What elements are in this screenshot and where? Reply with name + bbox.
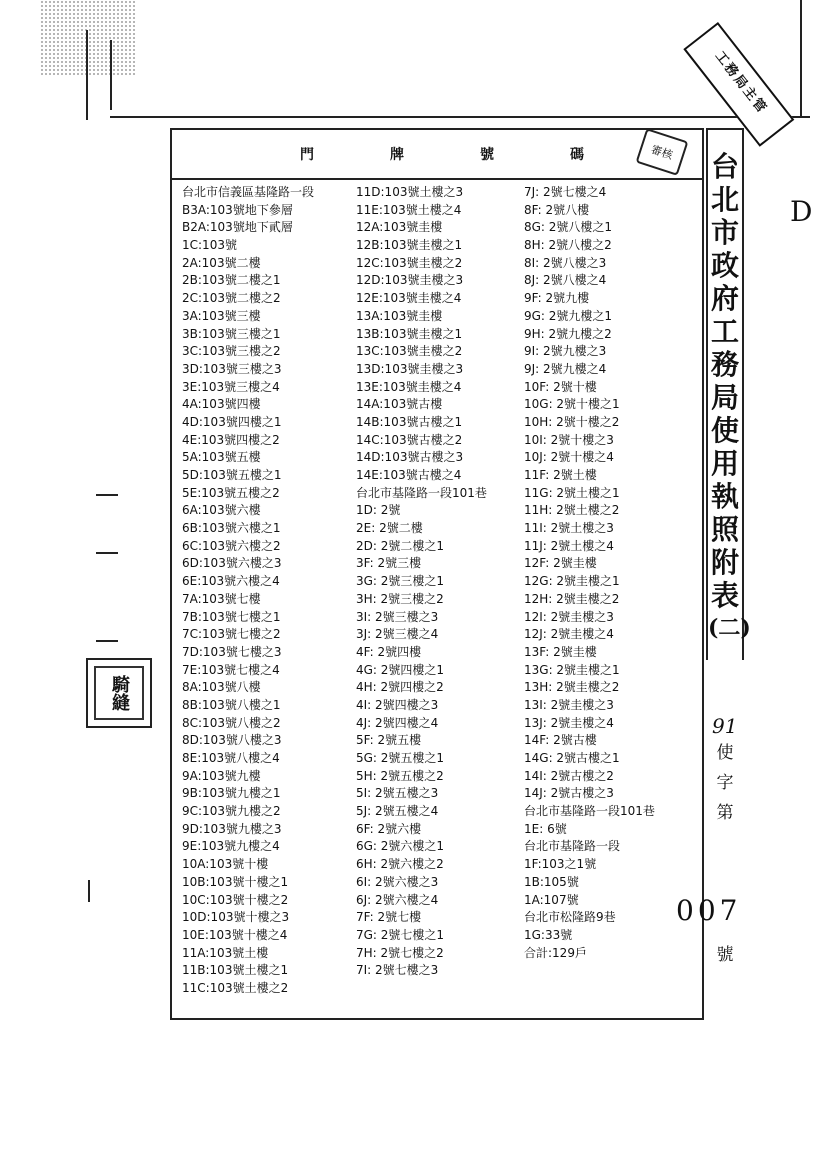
review-seal: 審核 <box>636 128 689 176</box>
address-entry: 10G: 2號十樓之1 <box>524 397 620 412</box>
address-entry: 8G: 2號八樓之1 <box>524 220 613 235</box>
header-char-2: 牌 <box>390 147 404 163</box>
address-entry: 4F: 2號四樓 <box>356 644 422 659</box>
address-entry: 7G: 2號七樓之1 <box>356 927 445 942</box>
address-entry: 12H: 2號圭樓之2 <box>524 591 620 606</box>
address-entry: 14I: 2號古樓之2 <box>524 768 614 783</box>
address-entry: 7C:103號七樓之2 <box>182 627 281 642</box>
address-entry: 14D:103號古樓之3 <box>356 450 464 465</box>
address-entry: 14G: 2號古樓之1 <box>524 751 620 765</box>
address-entry: 11D:103號土樓之3 <box>356 185 464 199</box>
permit-type <box>714 738 736 828</box>
address-entry: 10B:103號十樓之1 <box>182 874 289 889</box>
address-entry: 13E:103號圭樓之4 <box>356 379 462 394</box>
address-entry: 7H: 2號七樓之2 <box>356 945 444 960</box>
address-entry: 8I: 2號八樓之3 <box>524 255 607 270</box>
approval-stamp: 工務局主管 <box>683 22 794 147</box>
address-entry: 1F:103之1號 <box>524 857 597 872</box>
address-entry: 11H: 2號土樓之2 <box>524 503 620 518</box>
address-entry: 4H: 2號四樓之2 <box>356 680 444 695</box>
title-char: 市 <box>710 216 739 249</box>
address-entry: 9I: 2號九樓之3 <box>524 344 607 359</box>
address-entry: 6H: 2號六樓之2 <box>356 857 444 872</box>
address-entry: 5D:103號五樓之1 <box>182 468 282 482</box>
address-entry: 8B:103號八樓之1 <box>182 697 281 712</box>
address-column-1 <box>182 184 314 998</box>
margin-tick-4 <box>88 880 90 902</box>
address-entry: 8H: 2號八樓之2 <box>524 238 612 253</box>
address-entry: 11E:103號土樓之4 <box>356 202 462 217</box>
permit-number: 007 <box>676 894 742 927</box>
seam-seal-text: 騎縫 <box>94 666 144 720</box>
title-char: 務 <box>710 348 739 381</box>
address-entry: 4E:103號四樓之2 <box>182 432 280 447</box>
address-entry: 11F: 2號土樓 <box>524 468 597 482</box>
permit-type-char: 第 <box>716 803 734 823</box>
title-char: 執 <box>710 480 739 513</box>
address-entry: 1A:107號 <box>524 892 579 907</box>
header-char-3: 號 <box>480 147 494 163</box>
address-entry: 9B:103號九樓之1 <box>182 786 281 801</box>
address-entry: 7B:103號七樓之1 <box>182 609 281 624</box>
address-entry: 5I: 2號五樓之3 <box>356 786 439 801</box>
header-char-4: 碼 <box>570 147 584 163</box>
address-entry: 13H: 2號圭樓之2 <box>524 680 620 695</box>
address-entry: 11C:103號土樓之2 <box>182 980 289 995</box>
title-char: 使 <box>710 414 739 447</box>
address-entry: 9F: 2號九樓 <box>524 291 590 306</box>
table-header <box>172 130 702 180</box>
header-char-1: 門 <box>300 147 314 163</box>
title-char: 政 <box>710 249 739 282</box>
address-entry: 3J: 2號三樓之4 <box>356 627 439 642</box>
address-entry: 3D:103號三樓之3 <box>182 361 282 376</box>
address-entry: 1D: 2號 <box>356 503 401 518</box>
address-entry: 10A:103號十樓 <box>182 857 269 872</box>
address-entry: 4A:103號四樓 <box>182 397 261 412</box>
address-entry: 11J: 2號土樓之4 <box>524 538 614 553</box>
document-title <box>708 150 751 645</box>
address-entry: 1G:33號 <box>524 927 573 942</box>
address-entry: 3E:103號三樓之4 <box>182 379 280 394</box>
address-entry: 10C:103號十樓之2 <box>182 892 289 907</box>
address-entry: 9H: 2號九樓之2 <box>524 326 612 341</box>
address-entry: 8D:103號八樓之3 <box>182 733 282 748</box>
address-entry: 10I: 2號十樓之3 <box>524 432 614 447</box>
address-entry: 13I: 2號圭樓之3 <box>524 697 614 712</box>
address-entry: 3B:103號三樓之1 <box>182 326 281 341</box>
address-entry: 6I: 2號六樓之3 <box>356 874 439 889</box>
seam-seal <box>86 658 152 728</box>
address-entry: 2A:103號二樓 <box>182 255 261 270</box>
address-entry: 13D:103號圭樓之3 <box>356 361 464 376</box>
permit-type-char: 字 <box>716 773 734 793</box>
address-entry: 7D:103號七樓之3 <box>182 644 282 659</box>
address-entry: 9A:103號九樓 <box>182 768 261 783</box>
address-entry: 14J: 2號古樓之3 <box>524 786 614 801</box>
address-column-2 <box>356 184 487 980</box>
address-entry: 3I: 2號三樓之3 <box>356 609 439 624</box>
address-entry: 3F: 2號三樓 <box>356 556 422 571</box>
permit-type-char: 使 <box>716 743 734 763</box>
address-column-3 <box>524 184 655 962</box>
address-entry: 3A:103號三樓 <box>182 308 261 323</box>
margin-line-left-2 <box>110 40 112 110</box>
title-char: 用 <box>710 447 739 480</box>
address-entry: 10H: 2號十樓之2 <box>524 414 620 429</box>
title-char: 附 <box>710 546 739 579</box>
address-entry: 1C:103號 <box>182 238 237 253</box>
address-entry: 1E: 6號 <box>524 821 567 836</box>
address-entry: 台北市基隆路一段101巷 <box>356 485 487 500</box>
address-entry: 12G: 2號圭樓之1 <box>524 574 620 589</box>
address-table <box>170 128 704 1020</box>
address-entry: 13G: 2號圭樓之1 <box>524 662 620 677</box>
address-entry: 2C:103號二樓之2 <box>182 291 281 306</box>
address-entry: 3G: 2號三樓之1 <box>356 574 445 589</box>
margin-tick <box>96 494 118 496</box>
address-entry: 台北市信義區基隆路一段 <box>182 185 315 199</box>
address-entry: 12D:103號圭樓之3 <box>356 273 464 288</box>
address-entry: B2A:103號地下貳層 <box>182 220 293 235</box>
address-entry: 4G: 2號四樓之1 <box>356 662 445 677</box>
address-entry: 13A:103號圭樓 <box>356 308 443 323</box>
address-entry: 5J: 2號五樓之4 <box>356 804 439 819</box>
address-entry: 10E:103號十樓之4 <box>182 927 288 942</box>
address-entry: 7F: 2號七樓 <box>356 910 422 925</box>
address-entry: 4D:103號四樓之1 <box>182 414 282 429</box>
address-entry: 台北市基隆路一段 <box>524 839 621 854</box>
address-entry: 7J: 2號七樓之4 <box>524 185 607 199</box>
address-entry: 5G: 2號五樓之1 <box>356 751 445 765</box>
address-entry: 5H: 2號五樓之2 <box>356 768 444 783</box>
address-entry: 13C:103號圭樓之2 <box>356 344 463 359</box>
address-entry: 台北市基隆路一段101巷 <box>524 804 655 819</box>
address-entry: 10F: 2號十樓 <box>524 379 597 394</box>
margin-tick-3 <box>96 640 118 642</box>
address-entry: 12C:103號圭樓之2 <box>356 255 463 270</box>
address-entry: 14B:103號古樓之1 <box>356 414 463 429</box>
address-entry: 6J: 2號六樓之4 <box>356 892 439 907</box>
address-entry: 13B:103號圭樓之1 <box>356 326 463 341</box>
address-entry: 3H: 2號三樓之2 <box>356 591 444 606</box>
address-entry: 14F: 2號古樓 <box>524 733 597 748</box>
margin-tick-2 <box>96 552 118 554</box>
address-entry: 11A:103號土樓 <box>182 945 269 960</box>
address-entry: 7I: 2號七樓之3 <box>356 963 439 978</box>
address-entry: 8A:103號八樓 <box>182 680 261 695</box>
address-entry: 12E:103號圭樓之4 <box>356 291 462 306</box>
margin-line-top <box>110 116 810 118</box>
address-entry: 7A:103號七樓 <box>182 591 261 606</box>
address-entry: 6B:103號六樓之1 <box>182 521 281 536</box>
address-entry: 2E: 2號二樓 <box>356 521 423 536</box>
address-entry: 11B:103號土樓之1 <box>182 963 289 978</box>
address-entry: B3A:103號地下參層 <box>182 202 293 217</box>
address-entry: 8C:103號八樓之2 <box>182 715 281 730</box>
title-char: 台 <box>710 150 739 183</box>
address-entry: 9J: 2號九樓之4 <box>524 361 607 376</box>
title-char: 表 <box>710 579 739 612</box>
address-entry: 1B:105號 <box>524 874 579 889</box>
address-entry: 13J: 2號圭樓之4 <box>524 715 614 730</box>
title-char: 北 <box>710 183 739 216</box>
address-entry: 2D: 2號二樓之1 <box>356 538 445 553</box>
title-char: 照 <box>710 513 739 546</box>
title-char: 工 <box>710 315 739 348</box>
title-char: 局 <box>710 381 739 414</box>
address-entry: 9D:103號九樓之3 <box>182 821 282 836</box>
address-entry: 11I: 2號土樓之3 <box>524 521 614 536</box>
title-char: 府 <box>710 282 739 315</box>
address-entry: 5A:103號五樓 <box>182 450 261 465</box>
address-entry: 8E:103號八樓之4 <box>182 751 280 765</box>
address-entry: 9G: 2號九樓之1 <box>524 308 613 323</box>
address-entry: 12F: 2號圭樓 <box>524 556 597 571</box>
address-entry: 台北市松隆路9巷 <box>524 910 616 925</box>
address-entry: 11G: 2號土樓之1 <box>524 485 620 500</box>
address-entry: 14A:103號古樓 <box>356 397 443 412</box>
address-entry: 8F: 2號八樓 <box>524 202 590 217</box>
address-entry: 5F: 2號五樓 <box>356 733 422 748</box>
address-entry: 14E:103號古樓之4 <box>356 468 462 482</box>
address-entry: 12A:103號圭樓 <box>356 220 443 235</box>
address-entry: 5E:103號五樓之2 <box>182 485 280 500</box>
margin-line-right <box>800 0 802 116</box>
address-entry: 6A:103號六樓 <box>182 503 261 518</box>
title-char: (二) <box>708 615 751 641</box>
permit-year: 91 <box>712 714 738 738</box>
permit-suffix: 號 <box>716 945 734 965</box>
address-entry: 4I: 2號四樓之3 <box>356 697 439 712</box>
address-entry: 2B:103號二樓之1 <box>182 273 281 288</box>
address-entry: 8J: 2號八樓之4 <box>524 273 607 288</box>
address-entry: 10D:103號十樓之3 <box>182 910 290 925</box>
side-mark: D <box>790 195 813 228</box>
address-entry: 6E:103號六樓之4 <box>182 574 280 589</box>
address-entry: 10J: 2號十樓之4 <box>524 450 614 465</box>
address-entry: 13F: 2號圭樓 <box>524 644 597 659</box>
address-entry: 12J: 2號圭樓之4 <box>524 627 614 642</box>
address-entry: 7E:103號七樓之4 <box>182 662 280 677</box>
address-entry: 合計:129戶 <box>524 945 587 960</box>
address-entry: 9C:103號九樓之2 <box>182 804 281 819</box>
address-entry: 3C:103號三樓之2 <box>182 344 281 359</box>
address-entry: 6F: 2號六樓 <box>356 821 422 836</box>
address-entry: 6D:103號六樓之3 <box>182 556 282 571</box>
address-entry: 4J: 2號四樓之4 <box>356 715 439 730</box>
margin-line-left <box>86 30 88 120</box>
address-entry: 9E:103號九樓之4 <box>182 839 280 854</box>
address-entry: 12B:103號圭樓之1 <box>356 238 463 253</box>
address-entry: 6G: 2號六樓之1 <box>356 839 445 854</box>
address-entry: 6C:103號六樓之2 <box>182 538 281 553</box>
address-entry: 12I: 2號圭樓之3 <box>524 609 614 624</box>
address-entry: 14C:103號古樓之2 <box>356 432 463 447</box>
